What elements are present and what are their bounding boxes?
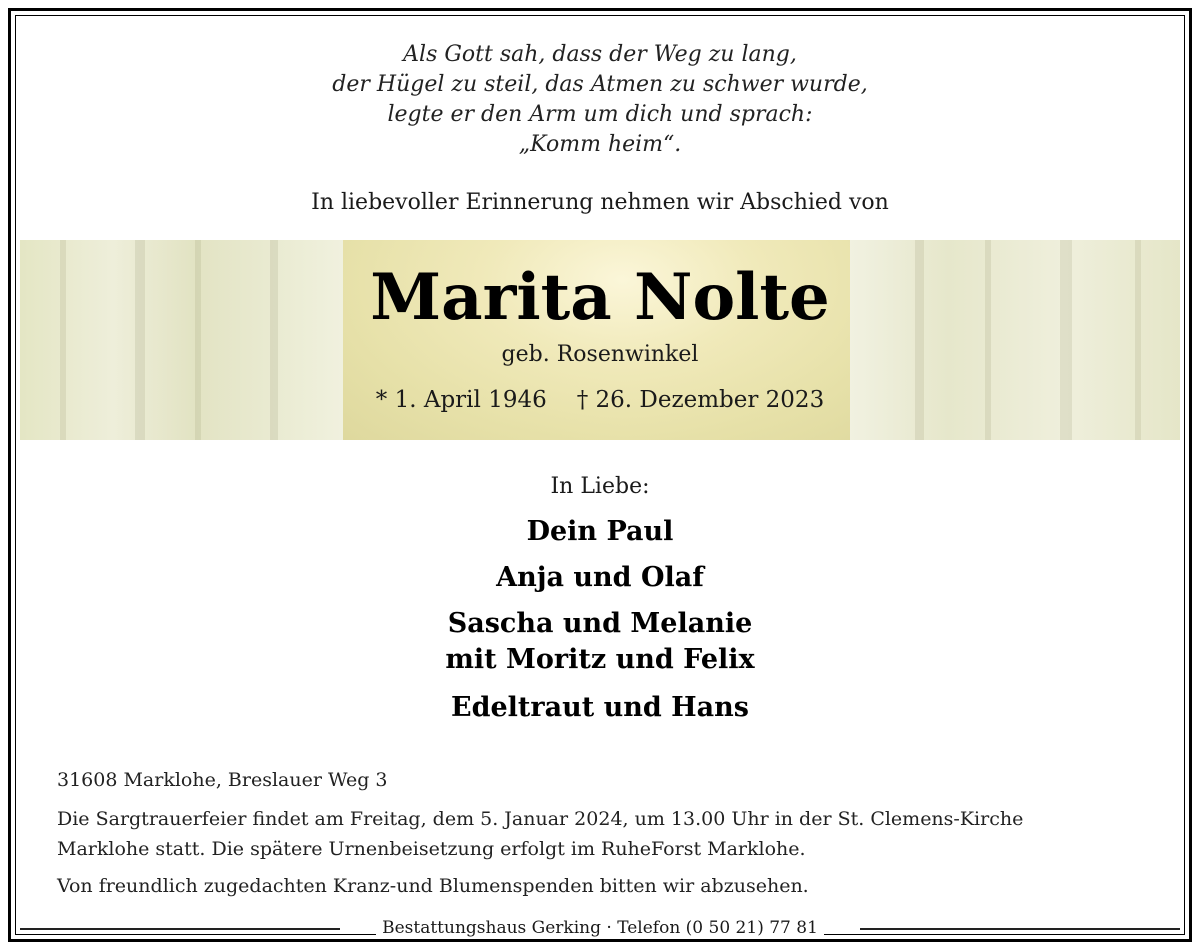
mourner-group: mit Moritz und Felix — [445, 644, 755, 675]
service-info-line: Die Sargtrauerfeier findet am Freitag, dem 5. Januar 2024, um 13.00 Uhr in der St. Clemens-Kirche — [57, 808, 1024, 830]
poem-line: „Komm heim“. — [518, 132, 682, 157]
poem-line: Als Gott sah, dass der Weg zu lang, — [403, 42, 797, 67]
address: 31608 Marklohe, Breslauer Weg 3 — [57, 769, 388, 791]
poem — [0, 40, 1200, 160]
service-info-line: Marklohe statt. Die spätere Urnenbeisetzung erfolgt im RuheForst Marklohe. — [57, 838, 806, 860]
mourner-group: Dein Paul — [526, 516, 674, 547]
mourner-group: Edeltraut und Hans — [451, 692, 749, 723]
funeral-home-contact: Bestattungshaus Gerking · Telefon (0 50 21) 77 81 — [376, 918, 824, 938]
mourner-group: Sascha und Melanie — [447, 608, 753, 639]
birth-date: * 1. April 1946 — [375, 387, 547, 413]
poem-line: der Hügel zu steil, das Atmen zu schwer wurde, — [332, 72, 868, 97]
death-date: † 26. Dezember 2023 — [576, 387, 825, 413]
flowers-note: Von freundlich zugedachten Kranz-und Blumenspenden bitten wir abzusehen. — [57, 875, 809, 897]
birth-name: geb. Rosenwinkel — [501, 342, 699, 367]
farewell-intro: In liebevoller Erinnerung nehmen wir Abschied von — [311, 190, 889, 215]
mourner-group: Anja und Olaf — [496, 562, 704, 593]
poem-line: legte er den Arm um dich und sprach: — [387, 102, 813, 127]
deceased-name: Marita Nolte — [370, 260, 830, 335]
mourners-intro: In Liebe: — [550, 474, 650, 499]
funeral-home-footer — [20, 914, 1180, 942]
life-dates — [0, 384, 1200, 416]
